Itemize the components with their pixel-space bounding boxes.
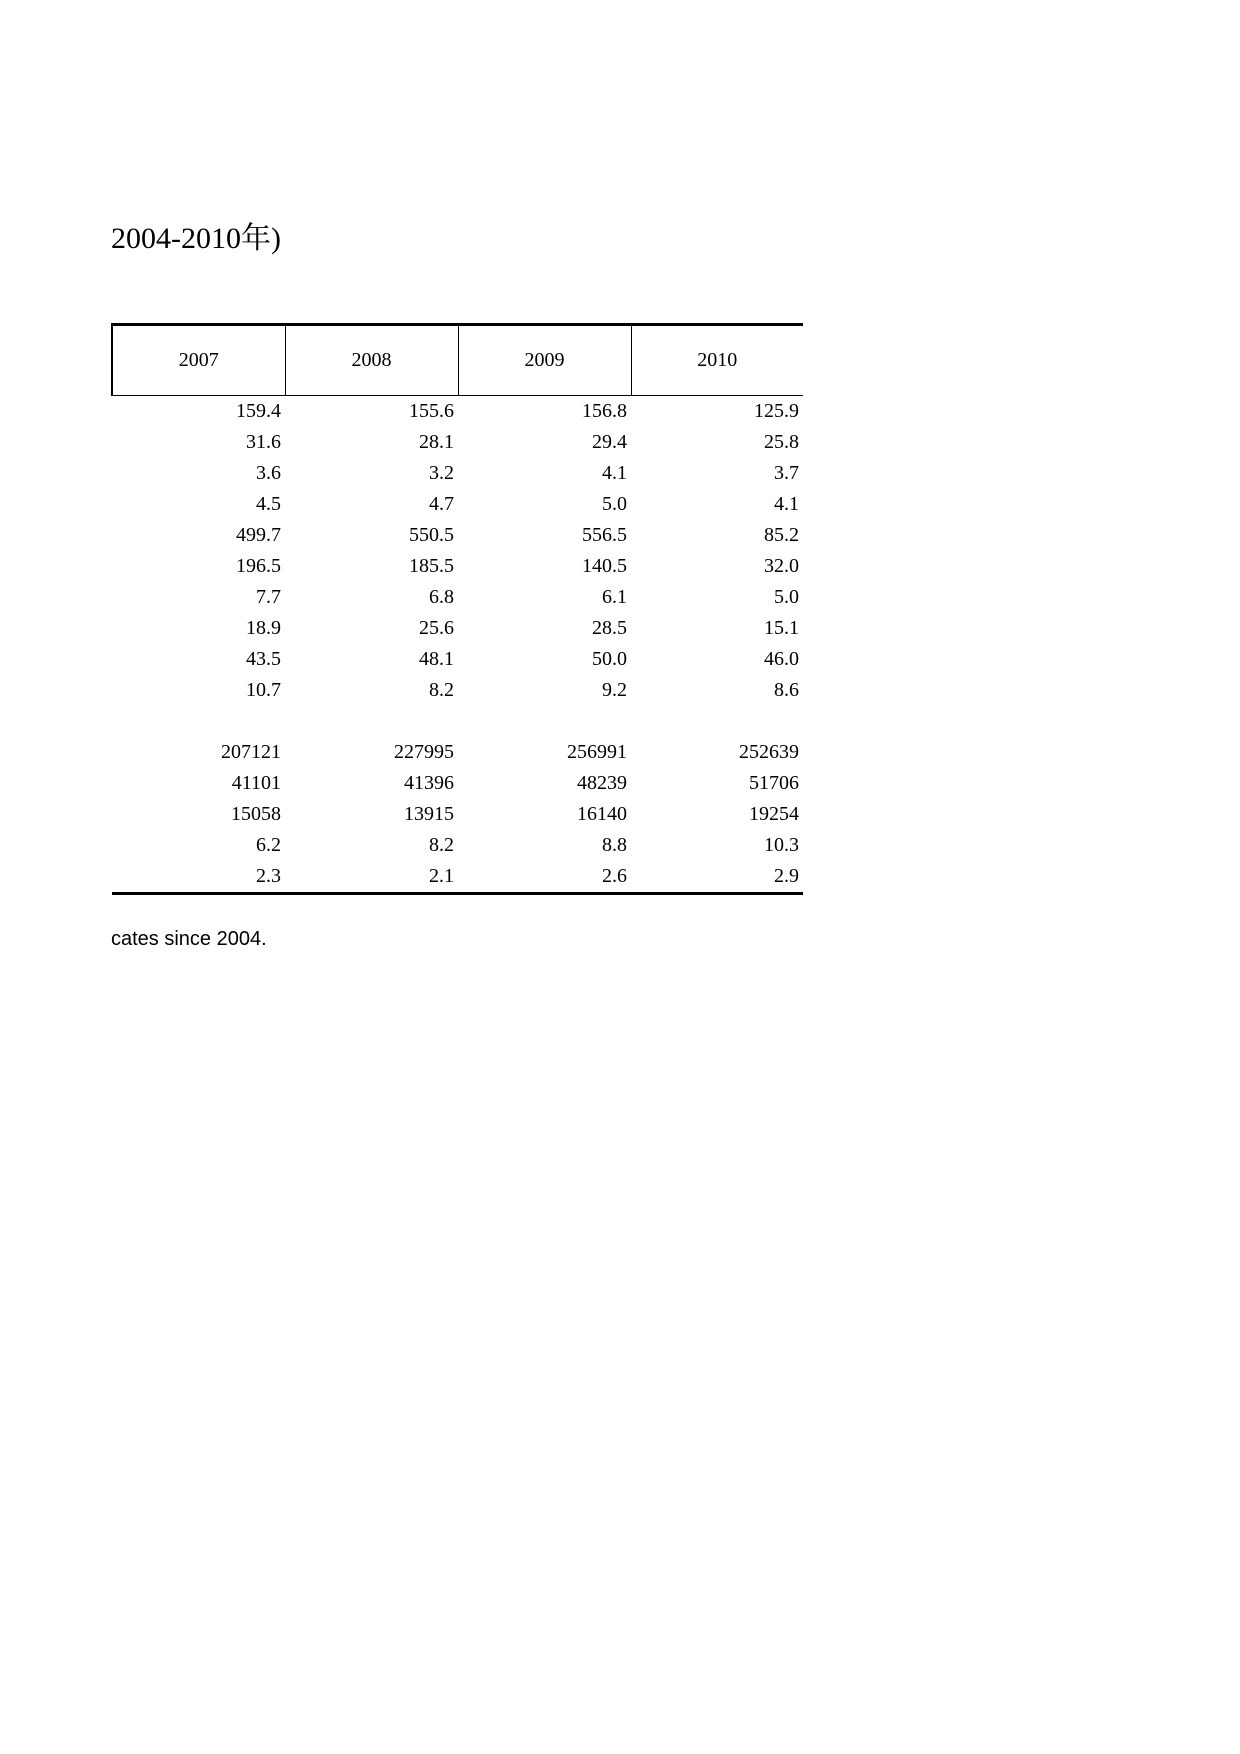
- table-cell: 6.2: [256, 834, 281, 856]
- table-cell: 41101: [231, 772, 281, 794]
- table-cell: 85.2: [764, 524, 799, 546]
- table-cell: 8.2: [429, 679, 454, 701]
- table-row: [112, 427, 803, 458]
- table-cell: 5.0: [774, 586, 799, 608]
- table-cell: 48.1: [419, 648, 454, 670]
- table-cell: 140.5: [582, 555, 627, 577]
- table-cell: 2.1: [285, 861, 458, 894]
- table-cell: [112, 706, 285, 737]
- table-cell: 4.7: [429, 493, 454, 515]
- table-cell: 48239: [577, 772, 627, 794]
- table-cell: 156.8: [582, 400, 627, 422]
- table-row: [112, 396, 803, 428]
- table-row: [112, 458, 803, 489]
- table-cell: 4.5: [256, 493, 281, 515]
- table-cell: 10.7: [246, 679, 281, 701]
- data-table-container: [111, 323, 802, 895]
- table-row: [112, 582, 803, 613]
- table-cell: 25.8: [764, 431, 799, 453]
- table-cell: 41396: [404, 772, 454, 794]
- table-cell: 159.4: [236, 400, 281, 422]
- table-cell: 2.9: [631, 861, 803, 894]
- table-row: [112, 737, 803, 768]
- table-cell: 2.6: [458, 861, 631, 894]
- table-body: [112, 396, 803, 894]
- table-cell: 6.1: [602, 586, 627, 608]
- table-title: 2004-2010年): [111, 222, 281, 255]
- table-row: [112, 675, 803, 706]
- table-cell: 18.9: [246, 617, 281, 639]
- table-row: [112, 706, 803, 737]
- table-row: [112, 799, 803, 830]
- table-cell: 3.6: [256, 462, 281, 484]
- table-cell: 4.1: [774, 493, 799, 515]
- table-cell: 28.1: [419, 431, 454, 453]
- table-cell: 51706: [749, 772, 799, 794]
- table-row: [112, 613, 803, 644]
- table-cell: 4.1: [602, 462, 627, 484]
- table-cell: 3.7: [774, 462, 799, 484]
- table-cell: 15.1: [764, 617, 799, 639]
- table-cell: 16140: [577, 803, 627, 825]
- table-cell: 196.5: [236, 555, 281, 577]
- column-header-2007: 2007: [112, 325, 285, 396]
- table-cell: 31.6: [246, 431, 281, 453]
- table-cell: 550.5: [409, 524, 454, 546]
- table-cell: [285, 706, 458, 737]
- column-header-2010: 2010: [631, 325, 803, 396]
- table-cell: 6.8: [429, 586, 454, 608]
- table-cell: [458, 706, 631, 737]
- table-row: [112, 489, 803, 520]
- table-cell: 8.6: [774, 679, 799, 701]
- table-cell: 15058: [231, 803, 281, 825]
- table-row: [112, 830, 803, 861]
- table-cell: 7.7: [256, 586, 281, 608]
- table-cell: 9.2: [602, 679, 627, 701]
- table-cell: 43.5: [246, 648, 281, 670]
- table-cell: 10.3: [764, 834, 799, 856]
- table-cell: 252639: [739, 741, 799, 763]
- table-cell: 29.4: [592, 431, 627, 453]
- table-cell: 3.2: [429, 462, 454, 484]
- table-cell: 46.0: [764, 648, 799, 670]
- table-row: [112, 551, 803, 582]
- table-cell: 185.5: [409, 555, 454, 577]
- footnote: cates since 2004.: [111, 928, 267, 950]
- table-cell: 499.7: [236, 524, 281, 546]
- table-cell: 19254: [749, 803, 799, 825]
- data-table: [111, 323, 803, 895]
- table-cell: 256991: [567, 741, 627, 763]
- table-row: [112, 644, 803, 675]
- table-cell: 207121: [221, 741, 281, 763]
- table-cell: 25.6: [419, 617, 454, 639]
- table-row: [112, 768, 803, 799]
- column-header-2008: 2008: [285, 325, 458, 396]
- table-cell: 2.3: [112, 861, 285, 894]
- table-cell: 155.6: [409, 400, 454, 422]
- table-cell: 556.5: [582, 524, 627, 546]
- table-cell: 13915: [404, 803, 454, 825]
- table-row: [112, 520, 803, 551]
- table-cell: 227995: [394, 741, 454, 763]
- table-cell: 125.9: [754, 400, 799, 422]
- table-cell: 8.8: [602, 834, 627, 856]
- table-cell: 5.0: [602, 493, 627, 515]
- table-cell: 50.0: [592, 648, 627, 670]
- table-cell: 32.0: [764, 555, 799, 577]
- header-row: [112, 325, 803, 396]
- table-cell: 8.2: [429, 834, 454, 856]
- table-row: [112, 861, 803, 894]
- table-cell: 28.5: [592, 617, 627, 639]
- table-cell: [631, 706, 803, 737]
- column-header-2009: 2009: [458, 325, 631, 396]
